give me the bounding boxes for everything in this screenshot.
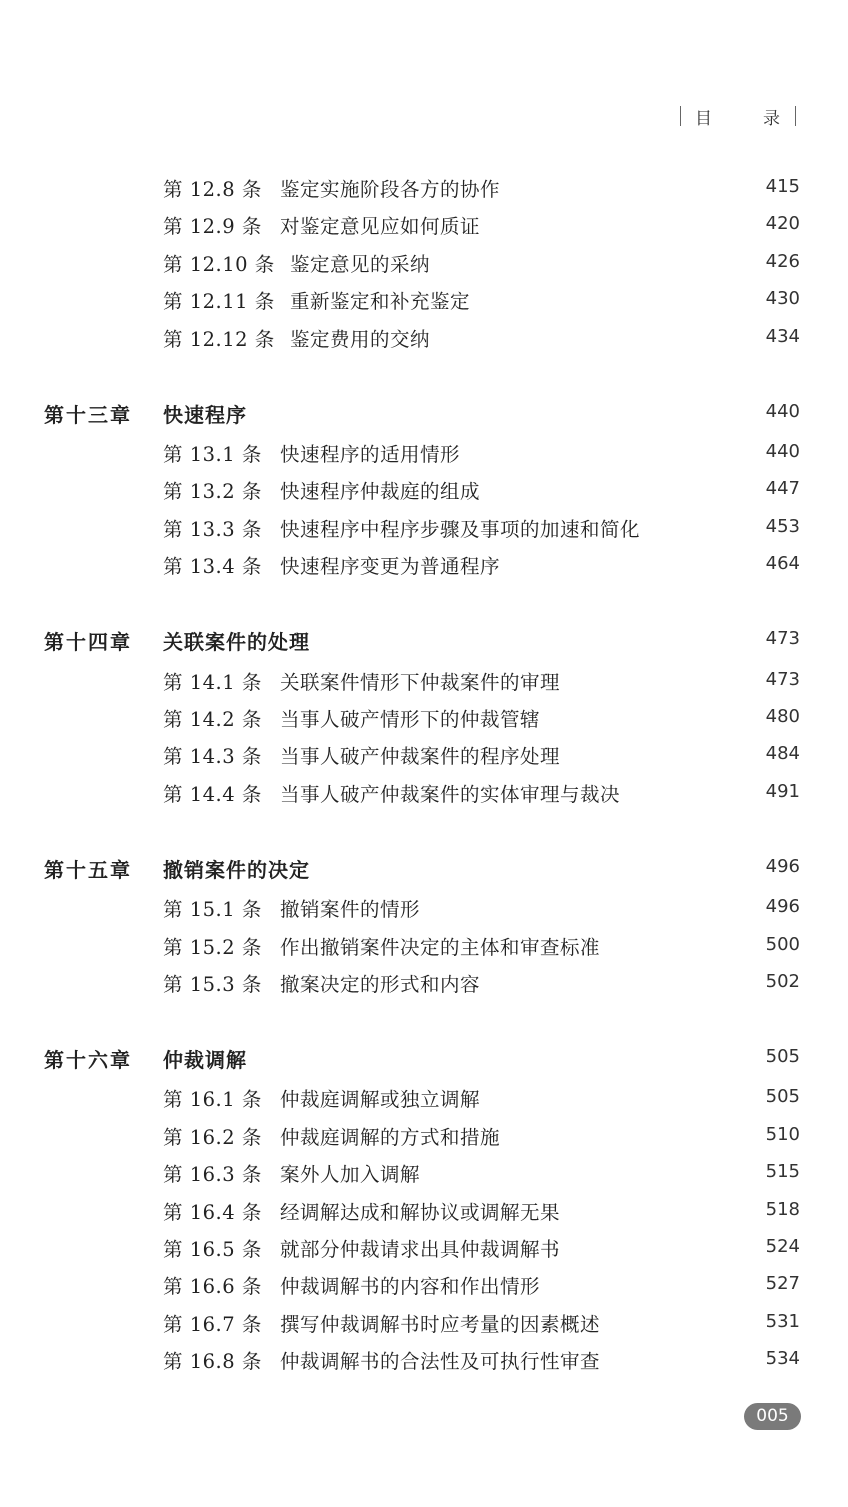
- article-title: 撤销案件的情形: [280, 898, 421, 922]
- article-number: 第 16.1 条: [163, 1088, 262, 1112]
- article-title: 快速程序中程序步骤及事项的加速和简化: [280, 517, 641, 541]
- article-number: 第 14.2 条: [163, 708, 262, 731]
- article-page: 415: [765, 176, 800, 197]
- article-page: 515: [765, 1161, 800, 1183]
- article-title: 快速程序的适用情形: [280, 443, 461, 466]
- article-page: 420: [765, 213, 800, 235]
- article-number: 第 16.5 条: [163, 1238, 262, 1261]
- header-text-left: 目: [695, 108, 713, 129]
- article-page: 496: [765, 896, 800, 918]
- article-number: 第 16.4 条: [163, 1200, 262, 1224]
- header-divider-right: [795, 106, 796, 126]
- article-page: 505: [765, 1086, 800, 1108]
- chapter-heading: [0, 626, 848, 658]
- chapter-page: 440: [765, 400, 800, 422]
- toc-entry: [0, 1344, 848, 1374]
- article-page: 480: [765, 706, 800, 727]
- article-page: 527: [765, 1273, 800, 1295]
- header-text-right: 录: [763, 108, 781, 129]
- article-number: 第 12.12 条: [163, 327, 275, 351]
- article-title: 撤案决定的形式和内容: [280, 973, 481, 996]
- article-number: 第 16.8 条: [163, 1350, 262, 1374]
- article-title: 仲裁庭调解的方式和措施: [280, 1125, 501, 1149]
- article-number: 第 16.2 条: [163, 1125, 262, 1149]
- article-page: 453: [765, 515, 800, 537]
- chapter-page: 473: [765, 628, 800, 650]
- article-number: 第 12.11 条: [163, 290, 275, 314]
- article-title: 关联案件情形下仲裁案件的审理: [280, 670, 561, 694]
- article-number: 第 12.8 条: [163, 178, 262, 201]
- page-number-badge: 005: [744, 1403, 801, 1430]
- article-title: 快速程序变更为普通程序: [280, 555, 501, 579]
- chapter-title: 撤销案件的决定: [163, 857, 310, 882]
- article-title: 对鉴定意见应如何质证: [280, 215, 481, 239]
- chapter-title: 仲裁调解: [163, 1048, 247, 1072]
- article-page: 524: [765, 1236, 800, 1257]
- article-number: 第 13.1 条: [163, 443, 262, 466]
- article-title: 重新鉴定和补充鉴定: [290, 290, 471, 314]
- chapter-title: 快速程序: [163, 402, 247, 427]
- article-number: 第 12.10 条: [163, 252, 275, 276]
- article-title: 鉴定意见的采纳: [290, 252, 431, 276]
- toc-entry: [0, 172, 848, 202]
- article-page: 473: [765, 668, 800, 690]
- toc-entry: [0, 665, 848, 695]
- toc-entry: [0, 739, 848, 769]
- article-title: 仲裁调解书的内容和作出情形: [280, 1275, 541, 1299]
- article-number: 第 13.2 条: [163, 480, 262, 504]
- toc-entry: [0, 209, 848, 239]
- chapter-number: 第十六章: [44, 1048, 132, 1072]
- article-number: 第 16.6 条: [163, 1275, 262, 1299]
- toc-entry: [0, 247, 848, 277]
- article-page: 502: [765, 971, 800, 992]
- article-number: 第 15.3 条: [163, 973, 262, 996]
- toc-entry: [0, 549, 848, 579]
- article-number: 第 13.4 条: [163, 555, 262, 579]
- toc-entry: [0, 702, 848, 732]
- article-number: 第 15.2 条: [163, 935, 262, 959]
- toc-entry: [0, 1232, 848, 1262]
- toc-entry: [0, 1157, 848, 1187]
- article-title: 仲裁调解书的合法性及可执行性审查: [280, 1350, 601, 1374]
- article-title: 就部分仲裁请求出具仲裁调解书: [280, 1238, 561, 1261]
- chapter-heading: [0, 1044, 848, 1076]
- chapter-heading: [0, 399, 848, 431]
- chapter-title: 关联案件的处理: [163, 630, 310, 655]
- toc-entry: [0, 1082, 848, 1112]
- article-title: 当事人破产仲裁案件的实体审理与裁决: [280, 782, 621, 806]
- toc-entry: [0, 437, 848, 467]
- toc-entry: [0, 512, 848, 542]
- chapter-page: 505: [765, 1046, 800, 1067]
- article-page: 484: [765, 743, 800, 765]
- article-title: 撰写仲裁调解书时应考量的因素概述: [280, 1312, 601, 1336]
- article-page: 430: [765, 288, 800, 310]
- article-number: 第 15.1 条: [163, 898, 262, 922]
- chapter-heading: [0, 854, 848, 886]
- article-title: 鉴定费用的交纳: [290, 327, 431, 351]
- article-title: 经调解达成和解协议或调解无果: [280, 1200, 561, 1224]
- article-number: 第 14.1 条: [163, 670, 262, 694]
- chapter-number: 第十五章: [44, 857, 132, 882]
- article-page: 464: [765, 553, 800, 575]
- article-title: 案外人加入调解: [280, 1163, 421, 1187]
- running-header: [680, 104, 796, 128]
- article-number: 第 16.7 条: [163, 1312, 262, 1336]
- article-page: 491: [765, 780, 800, 802]
- article-page: 500: [765, 933, 800, 955]
- toc-entry: [0, 930, 848, 960]
- toc-entry: [0, 284, 848, 314]
- article-number: 第 13.3 条: [163, 517, 262, 541]
- toc-entry: [0, 967, 848, 997]
- article-number: 第 16.3 条: [163, 1163, 262, 1187]
- toc-entry: [0, 1120, 848, 1150]
- chapter-number: 第十四章: [44, 630, 132, 655]
- toc-entry: [0, 1269, 848, 1299]
- article-page: 447: [765, 478, 800, 500]
- toc-entry: [0, 322, 848, 352]
- article-page: 440: [765, 441, 800, 462]
- article-number: 第 12.9 条: [163, 215, 262, 239]
- toc-entry: [0, 777, 848, 807]
- article-page: 534: [765, 1348, 800, 1370]
- toc-entry: [0, 892, 848, 922]
- article-page: 426: [765, 250, 800, 272]
- article-title: 仲裁庭调解或独立调解: [280, 1088, 481, 1112]
- article-page: 510: [765, 1123, 800, 1145]
- toc-entry: [0, 474, 848, 504]
- article-title: 作出撤销案件决定的主体和审查标准: [280, 935, 601, 959]
- article-page: 518: [765, 1198, 800, 1220]
- article-page: 531: [765, 1310, 800, 1332]
- chapter-page: 496: [765, 855, 800, 877]
- article-title: 当事人破产情形下的仲裁管辖: [280, 708, 541, 731]
- article-number: 第 14.3 条: [163, 745, 262, 769]
- chapter-number: 第十三章: [44, 402, 132, 427]
- article-title: 当事人破产仲裁案件的程序处理: [280, 745, 561, 769]
- article-title: 鉴定实施阶段各方的协作: [280, 178, 501, 201]
- article-number: 第 14.4 条: [163, 782, 262, 806]
- toc-entry: [0, 1195, 848, 1225]
- toc-entry: [0, 1307, 848, 1337]
- article-page: 434: [765, 325, 800, 347]
- article-title: 快速程序仲裁庭的组成: [280, 480, 481, 504]
